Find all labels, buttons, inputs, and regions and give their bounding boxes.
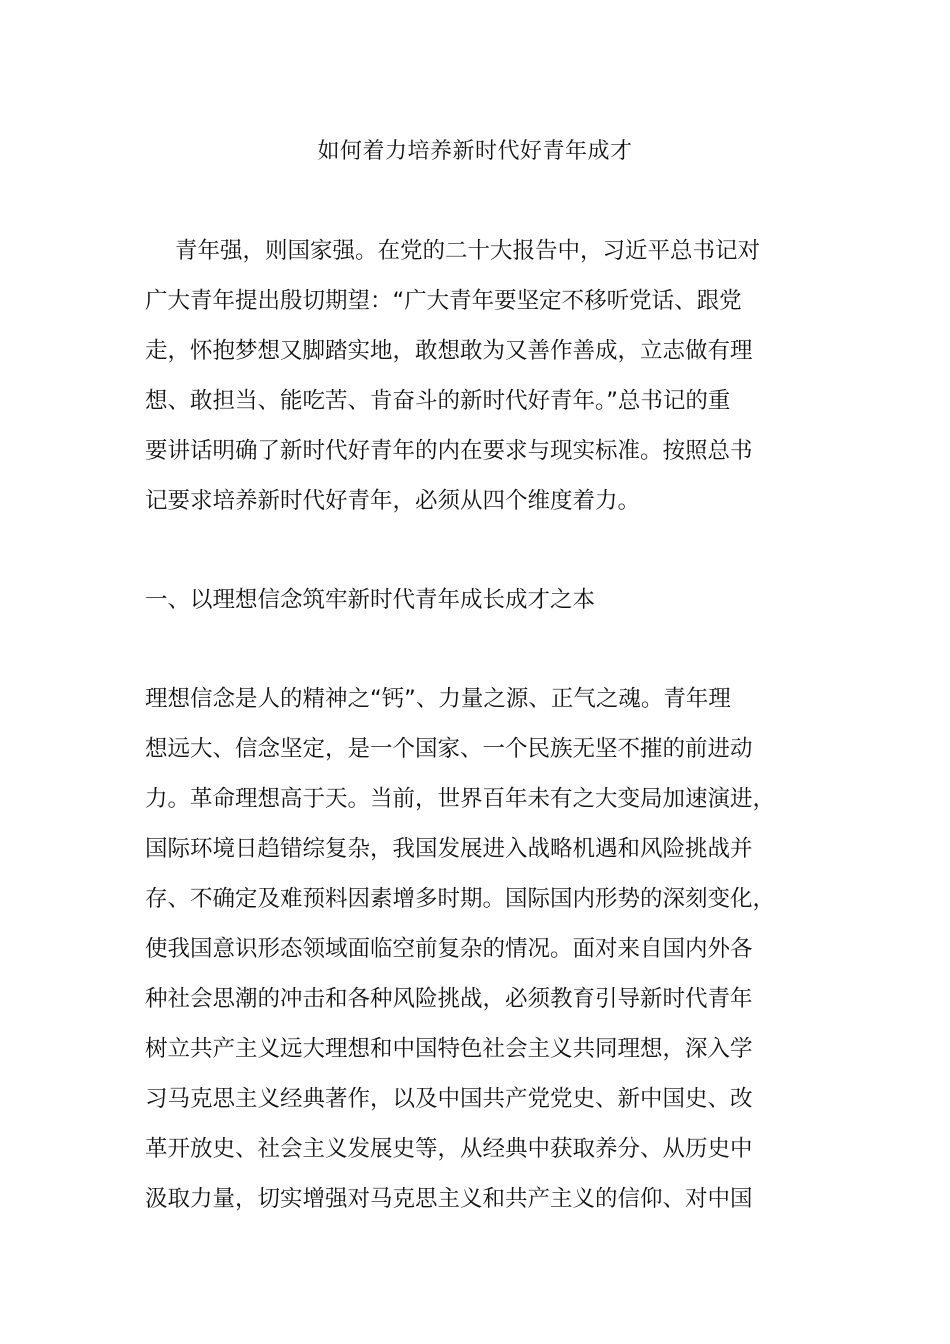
section-line: 习马克思主义经典著作，以及中国共产党党史、新中国史、改 xyxy=(145,1086,753,1112)
intro-line: 广大青年提出殷切期望：“广大青年要坚定不移听党话、跟党 xyxy=(145,288,742,314)
section-line: 使我国意识形态领域面临空前复杂的情况。面对来自国内外各 xyxy=(145,936,753,962)
section-line: 理想信念是人的精神之“钙”、力量之源、正气之魂。青年理 xyxy=(145,686,731,712)
intro-line: 记要求培养新时代好青年，必须从四个维度着力。 xyxy=(145,488,641,514)
intro-line: 想、敢担当、能吃苦、肯奋斗的新时代好青年。”总书记的重 xyxy=(145,388,731,414)
intro-line: 要讲话明确了新时代好青年的内在要求与现实标准。按照总书 xyxy=(145,438,753,464)
section-line: 树立共产主义远大理想和中国特色社会主义共同理想，深入学 xyxy=(145,1036,753,1062)
section-paragraph xyxy=(145,674,810,1224)
section-line: 革开放史、社会主义发展史等，从经典中获取养分、从历史中 xyxy=(145,1136,753,1162)
document-title: 如何着力培养新时代好青年成才 xyxy=(317,139,633,164)
section-line: 汲取力量，切实增强对马克思主义和共产主义的信仰、对中国 xyxy=(145,1186,753,1212)
intro-paragraph xyxy=(145,226,810,526)
section-line: 想远大、信念坚定，是一个国家、一个民族无坚不摧的前进动 xyxy=(145,736,753,762)
intro-line: 青年强，则国家强。在党的二十大报告中，习近平总书记对 xyxy=(175,238,761,264)
section-heading-text: 一、以理想信念筑牢新时代青年成长成才之本 xyxy=(145,587,596,613)
section-heading xyxy=(145,575,810,625)
intro-line: 走，怀抱梦想又脚踏实地，敢想敢为又善作善成，立志做有理 xyxy=(145,338,753,364)
section-line: 存、不确定及难预料因素增多时期。国际国内形势的深刻变化， xyxy=(145,886,776,912)
section-line: 力。革命理想高于天。当前，世界百年未有之大变局加速演进， xyxy=(145,786,776,812)
section-line: 种社会思潮的冲击和各种风险挑战，必须教育引导新时代青年 xyxy=(145,986,753,1012)
section-line: 国际环境日趋错综复杂，我国发展进入战略机遇和风险挑战并 xyxy=(145,836,753,862)
